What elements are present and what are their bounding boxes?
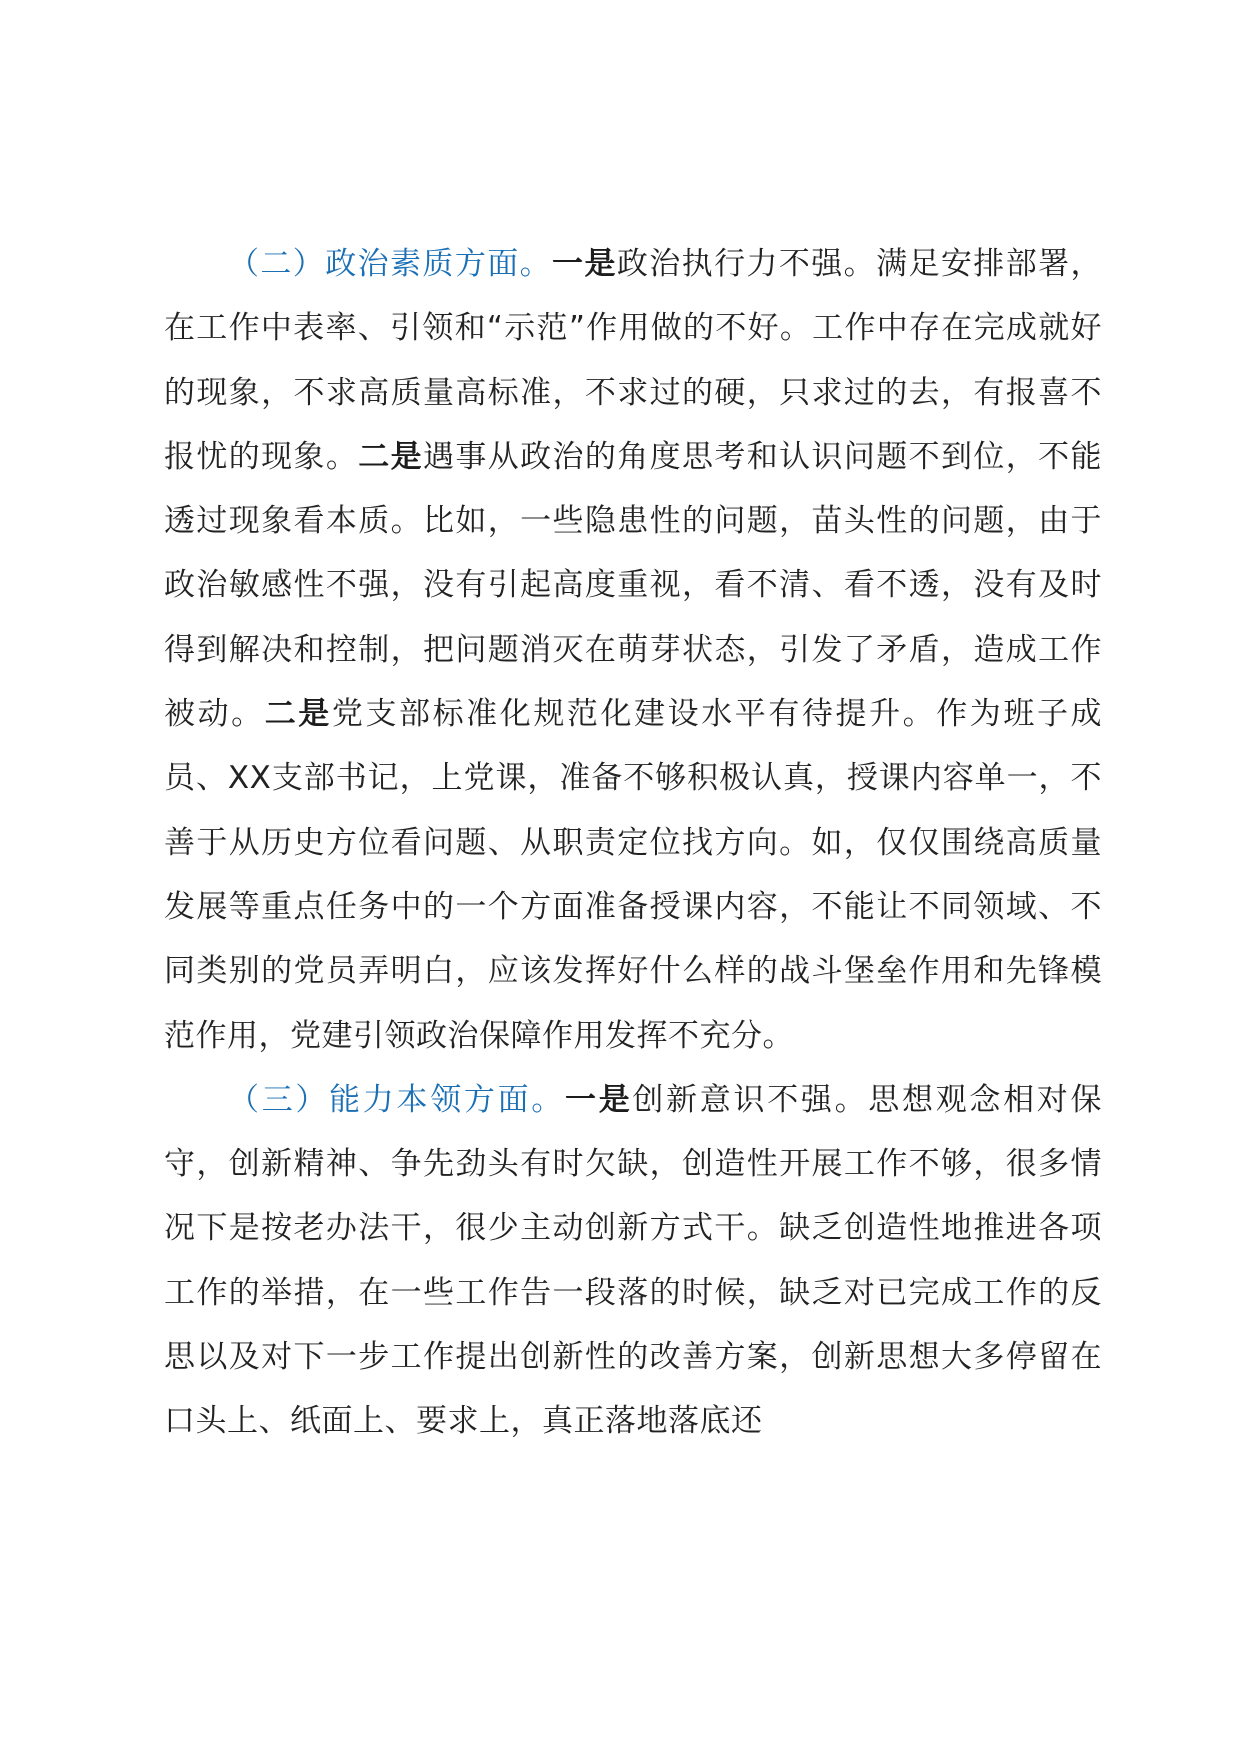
section-heading-ability: （三）能力本领方面。 — [228, 1081, 565, 1118]
point-lead: 一是 — [552, 246, 617, 282]
point-lead: 二是 — [264, 696, 332, 733]
point-text: 党支部标准化规范化建设水平有待提升。作为班子成员、XX支部书记，上党课，准备不够积极认真，授课内容单一，不善于从历史方位看问题、从职责定位找方向。如，仅仅围绕高质量发展等重点任务中的一个方面准备授课内容，不能让不同领域、不同类别的党员弄明白，应该发挥好什么样的战斗堡垒作用和先锋模范作用，党建引领政治保障作用发挥不充分。 — [164, 696, 1103, 1054]
document-body — [164, 232, 1102, 1454]
point-text: 遇事从政治的角度思考和认识问题不到位，不能透过现象看本质。比如，一些隐患性的问题，苗头性的问题，由于政治敏感性不强，没有引起高度重视，看不清、看不透，没有及时得到解决和控制，把问题消灭在萌芽状态，引发了矛盾，造成工作被动。 — [164, 438, 1102, 733]
point-text: 创新意识不强。思想观念相对保守，创新精神、争先劲头有时欠缺，创造性开展工作不够，很多情况下是按老办法干，很少主动创新方式干。缺乏创造性地推进各项工作的举措，在一些工作告一段落的时候，缺乏对已完成工作的反思以及对下一步工作提出创新性的改善方案，创新思想大多停留在口头上、纸面上、要求上，真正落地落底还 — [164, 1081, 1103, 1440]
paragraph-ability — [164, 1068, 1102, 1454]
point-text: 政治执行力不强。满足安排部署，在工作中表率、引领和“示范”作用做的不好。工作中存在完成就好的现象，不求高质量高标准，不求过的硬，只求过的去，有报喜不报忧的现象。 — [164, 246, 1103, 475]
point-lead: 二是 — [358, 438, 423, 475]
paragraph-political-quality — [164, 232, 1102, 1068]
point-lead: 一是 — [565, 1081, 633, 1118]
section-heading-political-quality: （二）政治素质方面。 — [228, 246, 553, 282]
